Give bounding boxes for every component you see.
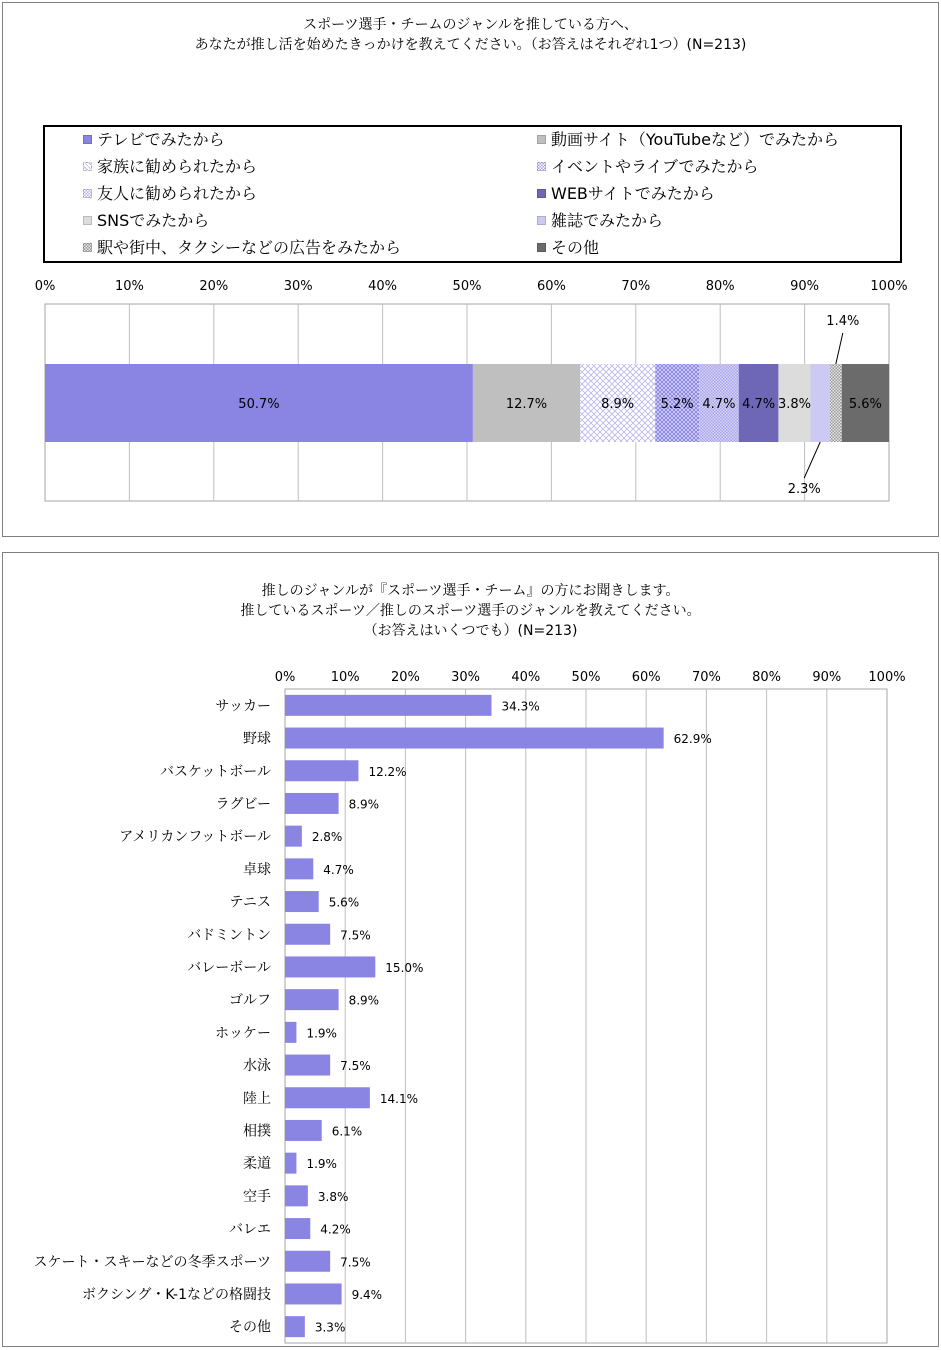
chart2-tick-label: 60%: [631, 670, 661, 685]
chart2-tick-label: 70%: [691, 670, 721, 685]
chart1-svg: [3, 3, 938, 536]
chart2-data-label: 8.9%: [348, 993, 380, 1008]
chart2-data-label: 7.5%: [340, 1059, 371, 1074]
chart1-tick-label: 0%: [34, 279, 56, 294]
chart1-tick-label: 90%: [790, 279, 820, 294]
chart2-data-label: 2.8%: [311, 830, 343, 845]
legend-label: 駅や街中、タクシーなどの広告をみたから: [97, 238, 402, 257]
chart2-tick-label: 90%: [812, 670, 842, 685]
legend-label: イベントやライブでみたから: [551, 157, 759, 176]
chart2-category-label: バレエ: [229, 1221, 271, 1238]
chart2-bar: [285, 858, 313, 879]
chart2-category-label: 相撲: [243, 1123, 271, 1140]
chart2-category-label: ボクシング・K-1などの格闘技: [81, 1286, 271, 1303]
chart2-bar: [285, 1218, 310, 1239]
chart2-bar: [285, 1055, 330, 1076]
chart2-bar: [285, 891, 319, 912]
chart2-bar: [285, 1185, 308, 1206]
chart2-bar: [285, 695, 491, 716]
chart2-data-label: 15.0%: [385, 960, 424, 975]
chart2-category-label: 卓球: [243, 861, 271, 878]
chart2-title-line3: （お答えはいくつでも）(N=213): [363, 623, 578, 639]
chart1-tick-label: 40%: [368, 279, 398, 294]
chart2-category-label: サッカー: [215, 698, 271, 715]
chart2-category-label: バスケットボール: [159, 763, 271, 780]
chart2-data-label: 4.2%: [320, 1222, 351, 1237]
chart1-tick-label: 70%: [621, 279, 651, 294]
chart2-tick-label: 30%: [451, 670, 481, 685]
chart1-data-label: 4.7%: [702, 397, 736, 412]
chart1-data-label: 50.7%: [238, 397, 280, 412]
chart2-bar: [285, 1022, 296, 1043]
chart1-tick-label: 10%: [114, 279, 144, 294]
chart1-title-line2: あなたが推し活を始めたきっかけを教えてください。（お答えはそれぞれ1つ）(N=213): [194, 37, 747, 53]
chart2-tick-label: 80%: [752, 670, 782, 685]
chart1-data-label: 1.4%: [826, 314, 860, 329]
chart1-tick-label: 20%: [199, 279, 229, 294]
chart2-category-label: スケート・スキーなどの冬季スポーツ: [33, 1254, 271, 1271]
chart2-data-label: 1.9%: [306, 1026, 337, 1041]
chart2-bar: [285, 760, 358, 781]
chart2-tick-label: 50%: [571, 670, 601, 685]
chart1-data-label: 4.7%: [742, 397, 776, 412]
chart2-category-label: テニス: [229, 894, 271, 911]
legend-label: 友人に勧められたから: [97, 184, 258, 203]
chart1-data-label: 12.7%: [505, 397, 548, 412]
chart2-data-label: 5.6%: [328, 895, 360, 910]
chart1-segment-8: [830, 364, 842, 442]
legend-label: WEBサイトでみたから: [551, 184, 715, 203]
chart2-bar: [285, 1087, 370, 1108]
chart2-category-label: アメリカンフットボール: [119, 829, 271, 846]
chart1-data-label: 2.3%: [787, 482, 821, 497]
legend-label: テレビでみたから: [97, 130, 225, 149]
chart1-tick-label: 50%: [452, 279, 482, 294]
chart2-tick-label: 40%: [511, 670, 541, 685]
chart2-data-label: 3.3%: [314, 1320, 346, 1335]
chart2-data-label: 7.5%: [340, 1255, 371, 1270]
chart2-tick-label: 0%: [274, 670, 296, 685]
chart2-data-label: 8.9%: [348, 797, 380, 812]
chart2-category-label: 水泳: [243, 1058, 271, 1075]
chart2-data-label: 1.9%: [306, 1157, 337, 1172]
chart2-category-label: ゴルフ: [229, 992, 271, 1009]
chart2-svg: [3, 553, 938, 1346]
chart2-data-label: 12.2%: [368, 764, 407, 779]
chart2-tick-label: 20%: [390, 670, 420, 685]
chart1-tick-label: 60%: [536, 279, 566, 294]
legend-label: SNSでみたから: [97, 211, 210, 230]
chart2-category-label: 柔道: [243, 1156, 271, 1173]
chart2-category-label: ホッケー: [215, 1025, 271, 1042]
legend-label: 動画サイト（YouTubeなど）でみたから: [551, 130, 839, 149]
chart2-data-label: 6.1%: [331, 1124, 363, 1139]
chart2-bar: [285, 1283, 342, 1304]
chart2-bar: [285, 1251, 330, 1272]
chart2-bar: [285, 1316, 305, 1337]
chart2-category-label: その他: [229, 1319, 271, 1336]
chart1-tick-label: 100%: [870, 279, 908, 294]
chart2-data-label: 34.3%: [501, 699, 540, 714]
chart2-tick-label: 10%: [330, 670, 360, 685]
chart2-title-line1: 推しのジャンルが『スポーツ選手・チーム』の方にお聞きします。: [261, 583, 680, 599]
chart2-panel: [2, 552, 939, 1347]
chart2-category-label: バレーボール: [187, 959, 271, 976]
chart1-tick-label: 80%: [705, 279, 735, 294]
legend-label: その他: [551, 238, 600, 257]
chart1-data-label: 8.9%: [601, 397, 635, 412]
chart1-data-label: 3.8%: [777, 397, 811, 412]
legend-label: 雑誌でみたから: [551, 211, 664, 230]
chart2-bar: [285, 1153, 296, 1174]
chart1-data-label: 5.6%: [848, 397, 882, 412]
chart2-data-label: 9.4%: [351, 1287, 383, 1302]
chart1-title-line1: スポーツ選手・チームのジャンルを推している方へ、: [303, 17, 638, 33]
chart2-category-label: 陸上: [243, 1090, 271, 1107]
chart2-data-label: 3.8%: [317, 1189, 349, 1204]
chart1-tick-label: 30%: [283, 279, 313, 294]
chart2-bar: [285, 793, 339, 814]
chart2-bar: [285, 826, 302, 847]
chart1-segment-7: [811, 364, 830, 442]
chart2-category-label: バドミントン: [187, 927, 271, 944]
chart2-bar: [285, 924, 330, 945]
chart2-data-label: 7.5%: [340, 928, 371, 943]
legend-label: 家族に勧められたから: [97, 157, 258, 176]
chart1-panel: [2, 2, 939, 537]
chart2-tick-label: 100%: [868, 670, 906, 685]
chart1-data-label: 5.2%: [660, 397, 694, 412]
chart2-bar: [285, 1120, 322, 1141]
chart2-bar: [285, 989, 339, 1010]
chart2-category-label: 空手: [243, 1188, 271, 1205]
chart2-data-label: 4.7%: [323, 862, 354, 877]
chart2-data-label: 14.1%: [379, 1091, 419, 1106]
chart2-category-label: ラグビー: [215, 796, 271, 813]
chart2-title-line2: 推しているスポーツ／推しのスポーツ選手のジャンルを教えてください。: [240, 603, 701, 619]
chart2-category-label: 野球: [243, 731, 271, 748]
chart2-bar: [285, 956, 375, 977]
chart2-bar: [285, 728, 664, 749]
chart2-data-label: 62.9%: [673, 732, 712, 747]
